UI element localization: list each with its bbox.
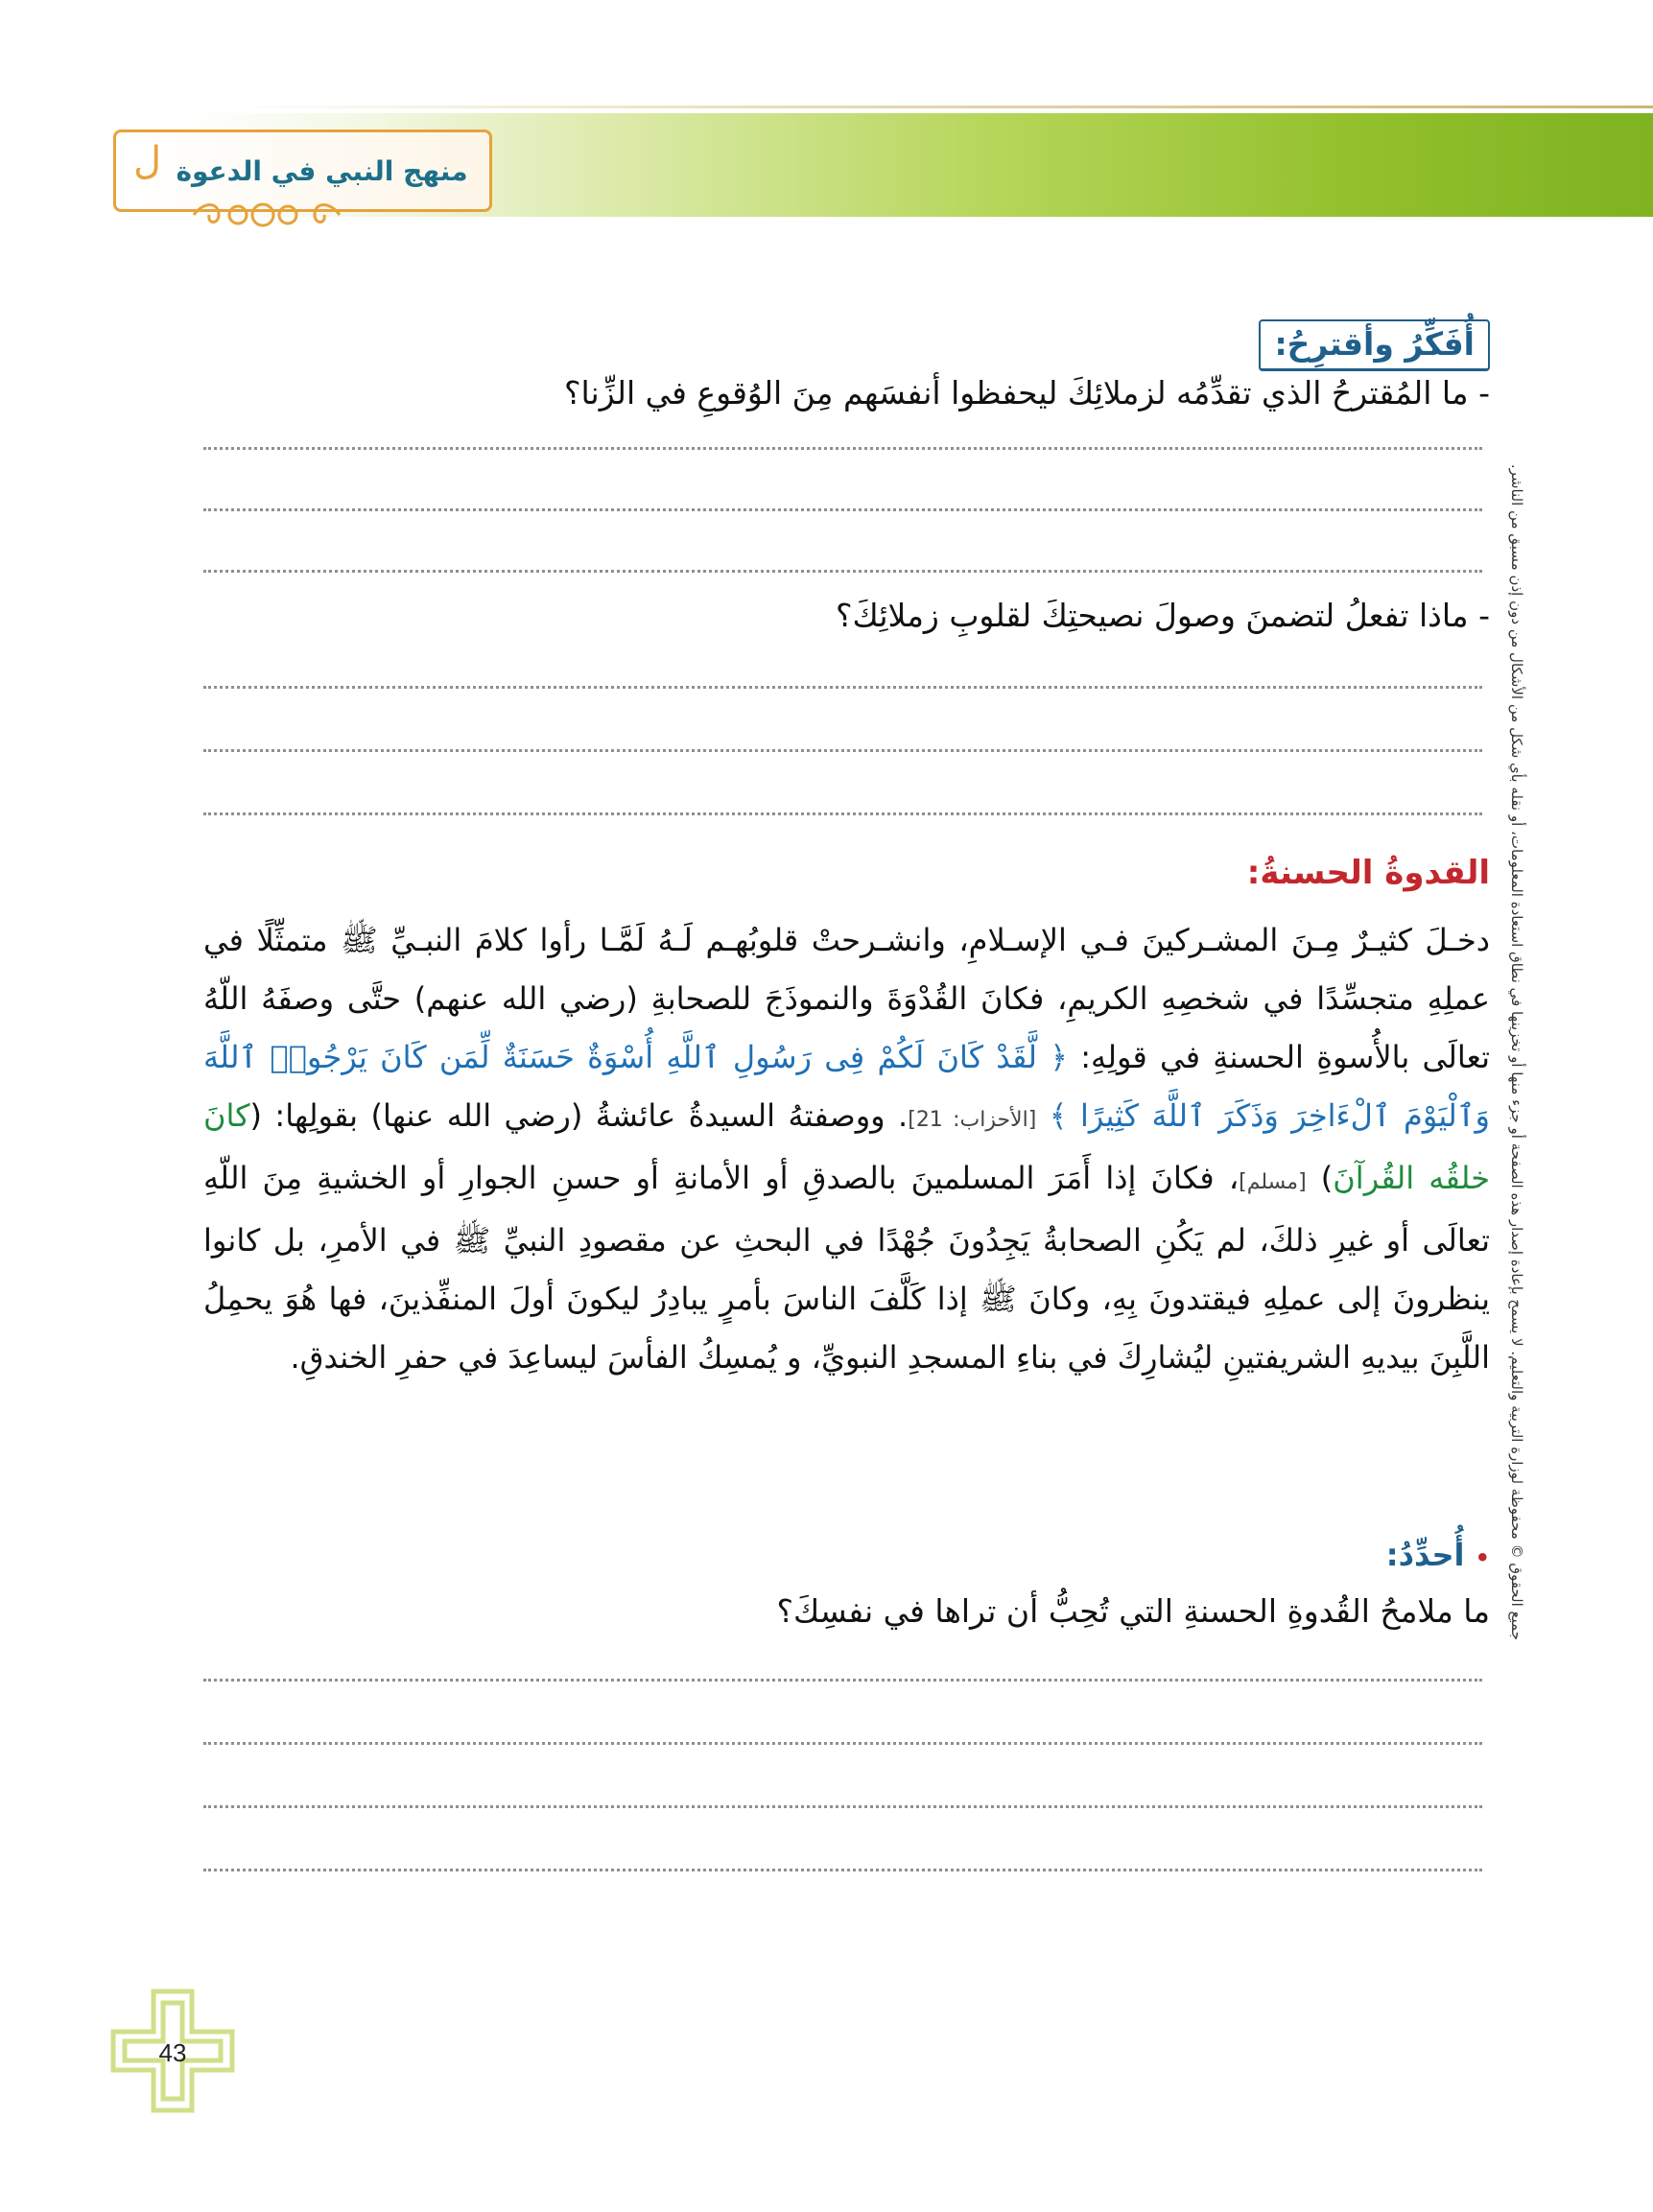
think-suggest-heading: أُفَكِّرُ وأقترِحُ: [1259, 319, 1490, 371]
answer-line[interactable] [203, 1869, 1482, 1871]
role-model-heading: القدوةُ الحسنةُ: [1246, 854, 1490, 892]
answer-line[interactable] [203, 570, 1482, 573]
question-2: - ماذا تفعلُ لتضمنَ وصولَ نصيحتِكَ لقلوبِ زملائِكَ؟ [836, 597, 1490, 634]
define-heading-label: أُحدِّدُ: [1385, 1537, 1465, 1573]
header-top-line [221, 106, 1653, 108]
hadith-text: كانَ خلقُه القُرآنَ [203, 1097, 1491, 1196]
define-question: ما ملامحُ القُدوةِ الحسنةِ التي تُحِبُّ أن تراها في نفسِكَ؟ [776, 1592, 1490, 1630]
define-heading [1386, 1537, 1490, 1573]
quran-verse: ﴿ لَّقَدْ كَانَ لَكُمْ فِى رَسُولِ ٱللَّهِ أُسْوَةٌ حَسَنَةٌ لِّمَن كَانَ يَرْجُوا۟ ٱللَّهَ وَٱلْيَوْمَ ٱلْءَاخِرَ وَذَكَرَ ٱللَّهَ كَثِيرًا ﴾ [203, 1039, 1490, 1134]
role-model-paragraph: دخـلَ كثيـرٌ مِـنَ المشـركينَ فـي الإسـلامِ، وانشـرحتْ قلوبُهـم لَـهُ لَمَّـا رأوا كلامَ النبـيِّ ﷺ متمثِّلًا في عملِهِ متجسِّدًا في شخصِهِ الكريمِ، فكانَ القُدْوَةَ والنموذَجَ للصحابةِ (رضي الله عنهم) حتَّى وصفَهُ اللّهُ تعالَى بالأُسوةِ الحسنةِ في قولِهِ: ﴿ لَّقَدْ كَانَ لَكُمْ فِى رَسُولِ ٱللَّهِ أُسْوَةٌ حَسَنَةٌ لِّمَن كَانَ يَرْجُوا۟ ٱللَّهَ وَٱلْيَوْمَ ٱلْءَاخِرَ وَذَكَرَ ٱللَّهَ كَثِيرًا ﴾ [الأحزاب: 21]. ووصفتهُ السيدةُ عائشةُ (رضي الله عنها) بقولِها: (كانَ خلقُه القُرآنَ) [مسلم]، فكانَ إذا أَمَرَ المسلمينَ بالصدقِ أو الأمانةِ أو حسنِ الجوارِ أو الخشيةِ مِنَ اللّهِ تعالَى أو غيرِ ذلكَ، لم يَكُنِ الصحابةُ يَجِدُونَ جُهْدًا في البحثِ عن مقصودِ النبيِّ ﷺ في الأمرِ، بل كانوا ينظرونَ إلى عملِهِ فيقتدونَ بِهِ، وكانَ ﷺ إذا كَلَّفَ الناسَ بأمرٍ يبادِرُ ليكونَ أولَ المنفِّذينَ، فها هُوَ يحمِلُ اللَّبِنَ بيديهِ الشريفتينِ ليُشارِكَ في بناءِ المسجدِ النبويِّ، و يُمسِكُ الفأسَ ليساعِدَ في حفرِ الخندقِ. [203, 922, 1491, 1376]
answer-line[interactable] [203, 1679, 1482, 1682]
answer-line[interactable] [203, 508, 1482, 511]
answer-line[interactable] [203, 686, 1482, 689]
answer-line[interactable] [203, 812, 1482, 815]
bullet-icon: • [1475, 1544, 1490, 1571]
copyright-side-note: جميع الحقوق © محفوظة لوزارة التربية والتعليم. لا يسمح بإعادة إصدار هذه الصفحة أو جزء منها أو تخزينها في نطاق استعادة المعلومات، أو نقله بأي شكل من الأشكال من دون إذن مسبق من الناشر. [1508, 463, 1525, 1640]
answer-line[interactable] [203, 447, 1482, 450]
page-number: 43 [158, 2038, 187, 2067]
answer-line[interactable] [203, 1805, 1482, 1808]
frame-hook-icon: ل [133, 139, 162, 183]
chapter-title: منهج النبي في الدعوة [176, 154, 468, 187]
quran-reference: [الأحزاب: 21] [908, 1108, 1037, 1132]
paragraph-part-3: ، فكانَ إذا أَمَرَ المسلمينَ بالصدقِ أو الأمانةِ أو حسنِ الجوارِ أو الخشيةِ مِنَ اللّهِ تعالَى أو غيرِ ذلكَ، لم يَكُنِ الصحابةُ يَجِدُونَ جُهْدًا في البحثِ عن مقصودِ النبيِّ ﷺ في الأمرِ، بل كانوا ينظرونَ إلى عملِهِ فيقتدونَ بِهِ، وكانَ ﷺ إذا كَلَّفَ الناسَ بأمرٍ يبادِرُ ليكونَ أولَ المنفِّذينَ، فها هُوَ يحمِلُ اللَّبِنَ بيديهِ الشريفتينِ ليُشارِكَ في بناءِ المسجدِ النبويِّ، و يُمسِكُ الفأسَ ليساعِدَ في حفرِ الخندقِ. [203, 1160, 1490, 1376]
answer-line[interactable] [203, 1742, 1482, 1745]
answer-line[interactable] [203, 749, 1482, 752]
paragraph-part-2: . ووصفتهُ السيدةُ عائشةُ (رضي الله عنها) بقولِها: ( [249, 1097, 909, 1134]
paragraph-part-1: دخـلَ كثيـرٌ مِـنَ المشـركينَ فـي الإسـلامِ، وانشـرحتْ قلوبُهـم لَـهُ لَمَّـا رأوا كلامَ النبـيِّ ﷺ متمثِّلًا في عملِهِ متجسِّدًا في شخصِهِ الكريمِ، فكانَ القُدْوَةَ والنموذَجَ للصحابةِ (رضي الله عنهم) حتَّى وصفَهُ اللّهُ تعالَى بالأُسوةِ الحسنةِ في قولِهِ: [203, 922, 1491, 1075]
ornament-icon [190, 200, 343, 230]
hadith-reference: [مسلم] [1239, 1170, 1307, 1194]
question-1: - ما المُقترحُ الذي تقدِّمُه لزملائِكَ ليحفظوا أنفسَهم مِنَ الوُقوعِ في الزِّنا؟ [563, 374, 1490, 412]
